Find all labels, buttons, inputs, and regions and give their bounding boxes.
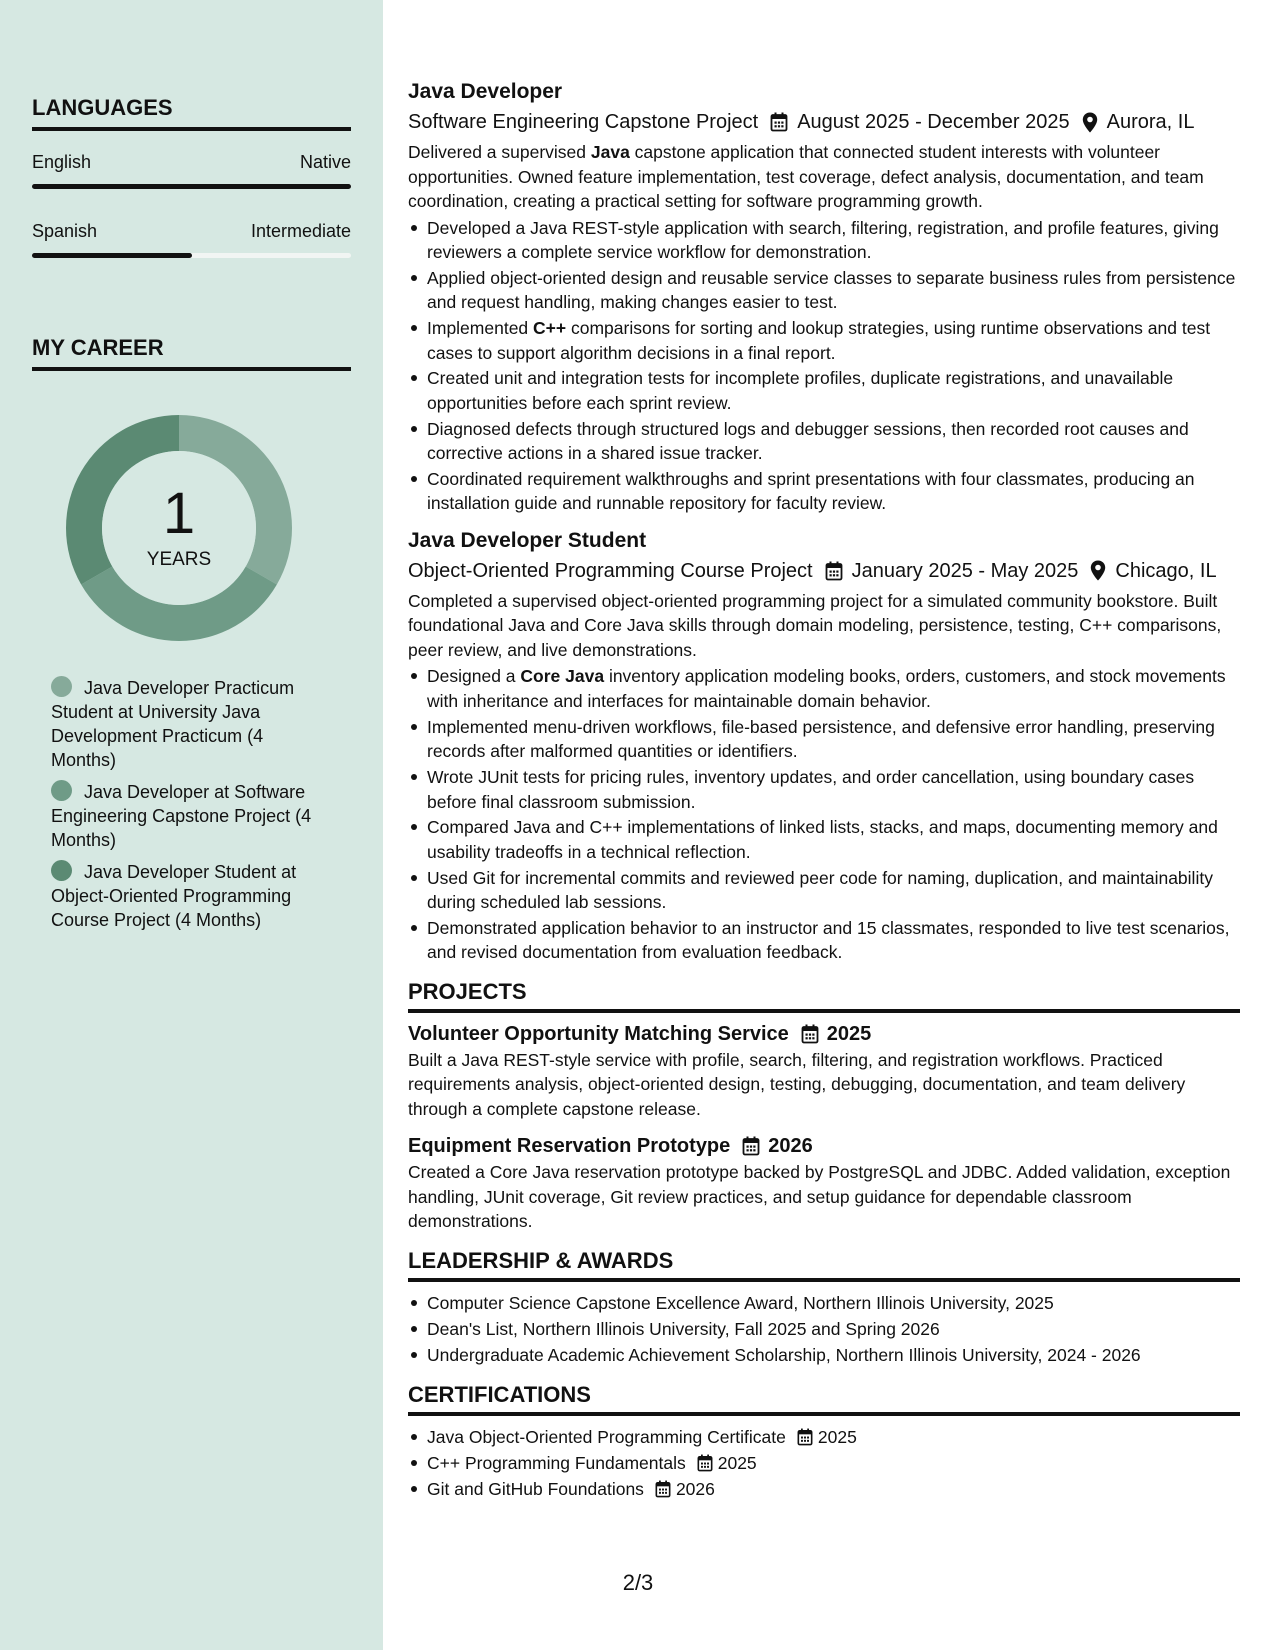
language-name: Spanish (32, 221, 98, 241)
languages-heading: LANGUAGES (32, 95, 351, 131)
job-meta (408, 557, 1240, 585)
project-title-row (408, 1020, 1240, 1048)
bullet-item: Wrote JUnit tests for pricing rules, inventory updates, and order cancellation, using boundary cases before final classroom submission. (408, 765, 1240, 814)
legend-dot-icon (51, 676, 72, 697)
project-year: 2026 (768, 1135, 813, 1158)
career-item-text: Java Developer Practicum Student at University Java Development Practicum (4 Months) (51, 678, 295, 770)
certification-year: 2025 (717, 1452, 757, 1473)
language-bar-english (32, 184, 351, 189)
certification-item (408, 1425, 1240, 1450)
calendar-icon (655, 1480, 671, 1498)
calendar-icon (742, 1136, 760, 1156)
description-text: Delivered a supervised (408, 142, 591, 162)
calendar-icon (770, 112, 788, 132)
bullet-item (408, 316, 1240, 365)
career-heading: MY CAREER (32, 335, 351, 371)
certification-name: Java Object-Oriented Programming Certificate (427, 1427, 786, 1448)
language-row-english (32, 152, 351, 173)
calendar-icon (801, 1024, 819, 1044)
job-entry (408, 78, 1240, 516)
career-item-text: Java Developer at Software Engineering Capstone Project (4 Months) (51, 782, 312, 850)
job-bullets (408, 664, 1240, 964)
language-bar-spanish (32, 253, 351, 258)
bullet-item (408, 664, 1240, 713)
project-entry (408, 1020, 1240, 1122)
certification-item (408, 1477, 1240, 1502)
career-item-text: Java Developer Student at Object-Oriented Programming Course Project (4 Months) (51, 862, 297, 930)
bullet-item: Created unit and integration tests for incomplete profiles, duplicate registrations, and unavailable opportunities before each sprint review. (408, 366, 1240, 415)
calendar-icon (697, 1454, 713, 1472)
main-content (408, 78, 1240, 1502)
job-description (408, 140, 1240, 214)
awards-heading: LEADERSHIP & AWARDS (408, 1247, 1240, 1282)
projects-heading: PROJECTS (408, 978, 1240, 1013)
job-entry (408, 527, 1240, 965)
certification-item (408, 1451, 1240, 1476)
language-name: English (32, 152, 92, 172)
bullet-item: Coordinated requirement walkthroughs and sprint presentations with four classmates, producing an installation guide and runnable repository for faculty review. (408, 467, 1240, 516)
job-location: Aurora, IL (1106, 111, 1195, 133)
project-year: 2025 (826, 1022, 872, 1045)
location-pin-icon (1082, 112, 1098, 133)
bullet-item: Used Git for incremental commits and reviewed peer code for naming, duplication, and maintainability during scheduled lab sessions. (408, 866, 1240, 915)
bullet-item: Applied object-oriented design and reusable service classes to separate business rules from persistence and request handling, making changes easier to test. (408, 266, 1240, 315)
bullet-bold: C++ (533, 318, 567, 339)
project-title-row (408, 1132, 1240, 1160)
bullet-text: comparisons for sorting and lookup strategies, using runtime observations and test cases to support algorithm decisions in a final report. (427, 318, 1211, 363)
project-entry (408, 1132, 1240, 1234)
job-organization: Software Engineering Capstone Project (408, 111, 759, 133)
job-dates-group (770, 108, 1069, 136)
career-list (51, 676, 331, 940)
job-description: Completed a supervised object-oriented programming project for a simulated community bookstore. Built foundational Java and Core Java skills through domain modeling, persistence, testing, C++ comparisons, peer review, and live demonstrations. (408, 590, 1222, 660)
award-item: Dean's List, Northern Illinois University, Fall 2025 and Spring 2026 (408, 1317, 1240, 1342)
career-years-number: 1 (162, 481, 196, 546)
awards-list (408, 1291, 1240, 1367)
job-dates-group (825, 557, 1079, 585)
bullet-item: Compared Java and C++ implementations of linked lists, stacks, and maps, documenting memory and usability tradeoffs in a technical reflection. (408, 815, 1240, 864)
calendar-icon (825, 561, 843, 581)
description-text: capstone application that connected student interests with volunteer opportunities. Owned feature implementation, test coverage, defect analysis, documentation, and team coordination, creating a practical setting for software programming growth. (408, 142, 1204, 211)
bullet-text: Implemented (427, 318, 534, 339)
job-organization: Object-Oriented Programming Course Project (408, 559, 813, 582)
legend-dot-icon (51, 780, 72, 801)
job-dates: August 2025 - December 2025 (797, 111, 1070, 133)
career-item (51, 780, 331, 852)
bullet-item: Demonstrated application behavior to an instructor and 15 classmates, responded to live test scenarios, and revised documentation from evaluation feedback. (408, 916, 1240, 965)
language-bar-fill (32, 253, 192, 258)
certifications-list (408, 1425, 1240, 1501)
language-bar-fill (32, 184, 351, 189)
certification-year: 2026 (675, 1478, 715, 1499)
award-item: Undergraduate Academic Achievement Scholarship, Northern Illinois University, 2024 - 2026 (408, 1343, 1240, 1368)
certification-year: 2025 (817, 1427, 857, 1448)
job-location: Chicago, IL (1115, 559, 1217, 582)
description-bold: Java (590, 142, 630, 162)
job-location-group (1082, 108, 1195, 136)
certification-name: Git and GitHub Foundations (427, 1478, 644, 1499)
language-row-spanish (32, 221, 351, 242)
bullet-text: inventory application modeling books, orders, customers, and stock movements with inheritance and interfaces for maintainable domain behavior. (427, 666, 1226, 711)
bullet-item: Diagnosed defects through structured logs and debugger sessions, then recorded root causes and corrective actions in a shared issue tracker. (408, 417, 1240, 466)
job-title: Java Developer Student (408, 528, 647, 552)
job-title: Java Developer (408, 80, 563, 103)
certifications-heading: CERTIFICATIONS (408, 1381, 1240, 1416)
job-bullets (408, 216, 1240, 516)
language-level: Intermediate (250, 221, 351, 241)
page-number: 2/3 (622, 1570, 654, 1595)
bullet-text: Designed a (427, 666, 521, 687)
career-item (51, 860, 331, 932)
job-location-group (1090, 557, 1216, 585)
project-description: Built a Java REST-style service with profile, search, filtering, and registration workflows. Practiced requirements analysis, object-oriented design, testing, debugging, documentation, and team delivery through a complete capstone release. (408, 1049, 1186, 1119)
job-dates: January 2025 - May 2025 (851, 559, 1079, 582)
job-meta (408, 108, 1240, 136)
bullet-bold: Core Java (520, 666, 605, 687)
bullet-item: Implemented menu-driven workflows, file-based persistence, and defensive error handling, preserving records after malformed quantities or identifiers. (408, 715, 1240, 764)
language-level: Native (299, 152, 351, 172)
award-item: Computer Science Capstone Excellence Award, Northern Illinois University, 2025 (408, 1291, 1240, 1316)
project-title: Volunteer Opportunity Matching Service (408, 1022, 789, 1045)
legend-dot-icon (51, 860, 72, 881)
project-description: Created a Core Java reservation prototype backed by PostgreSQL and JDBC. Added validation, exception handling, JUnit coverage, Git review practices, and setup guidance for dependable classroom demonstrations. (408, 1162, 1231, 1232)
career-item (51, 676, 331, 772)
project-title: Equipment Reservation Prototype (408, 1135, 731, 1158)
bullet-item: Developed a Java REST-style application with search, filtering, registration, and profile features, giving reviewers a complete service workflow for demonstration. (408, 216, 1240, 265)
career-years-unit: YEARS (146, 549, 212, 570)
sidebar (0, 0, 383, 1650)
certification-name: C++ Programming Fundamentals (427, 1452, 686, 1473)
calendar-icon (797, 1428, 813, 1446)
location-pin-icon (1090, 560, 1106, 581)
